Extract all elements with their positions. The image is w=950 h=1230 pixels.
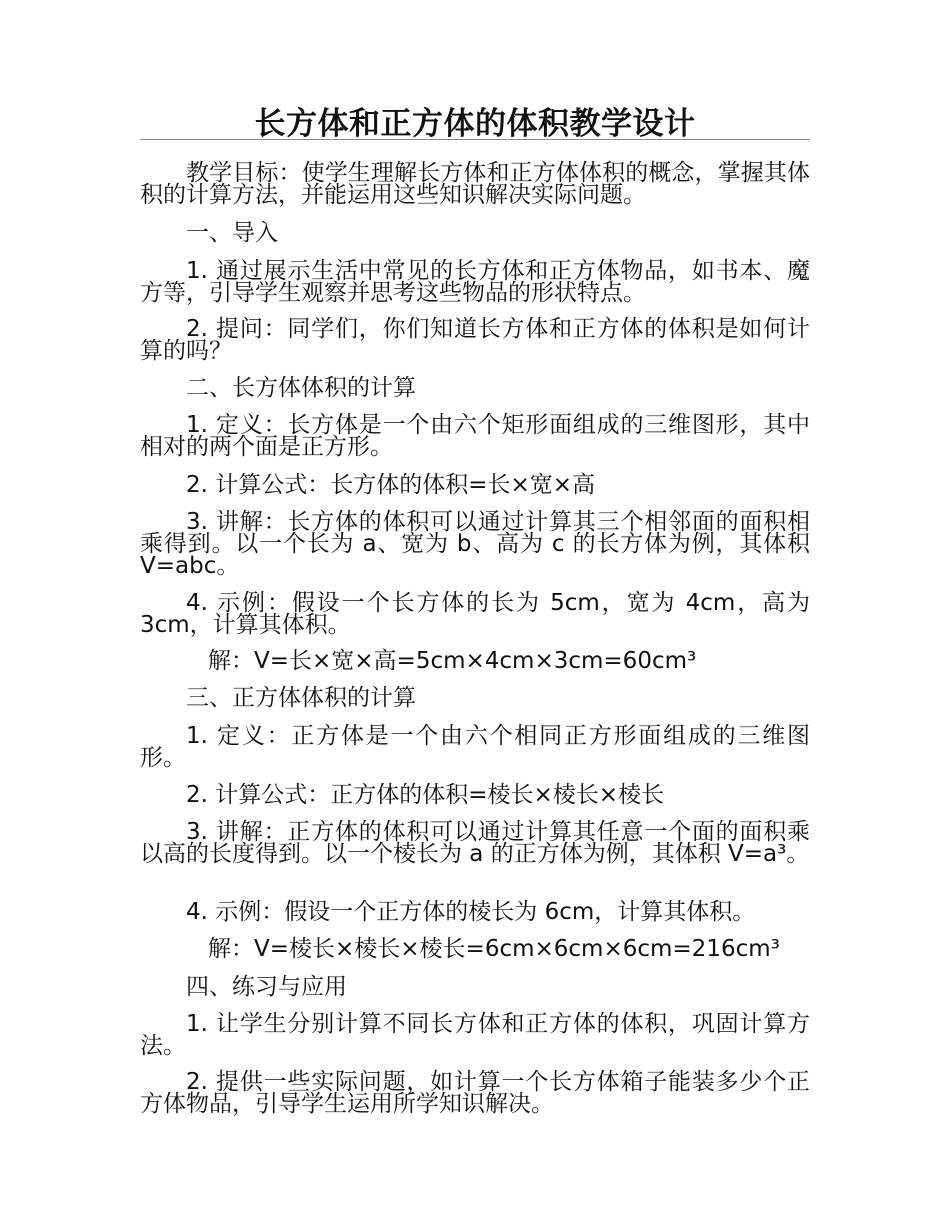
cube-item-4: 4. 示例：假设一个正方体的棱长为 6cm，计算其体积。 (186, 899, 756, 925)
cuboid-item-1: 1. 定义：长方体是一个由六个矩形面组成的三维图形，其中相对的两个面是正方形。 (140, 412, 810, 460)
cuboid-solution: 解：V=长×宽×高=5cm×4cm×3cm=60cm³ (208, 648, 697, 674)
cube-item-2: 2. 计算公式：正方体的体积=棱长×棱长×棱长 (186, 782, 665, 808)
cuboid-item-3: 3. 讲解：长方体的体积可以通过计算其三个相邻面的面积相乘得到。以一个长为 a、宽为 b、高为 c 的长方体为例，其体积 V=abc。 (140, 509, 810, 579)
section-heading-cube: 三、正方体体积的计算 (186, 685, 416, 711)
cuboid-item-2: 2. 计算公式：长方体的体积=长×宽×高 (186, 472, 596, 498)
practice-item-1: 1. 让学生分别计算不同长方体和正方体的体积，巩固计算方法。 (140, 1011, 810, 1059)
practice-item-2: 2. 提供一些实际问题，如计算一个长方体箱子能装多少个正方体物品，引导学生运用所学知识解决。 (140, 1069, 810, 1117)
section-heading-intro: 一、导入 (186, 220, 278, 246)
cuboid-item-4: 4. 示例：假设一个长方体的长为 5cm，宽为 4cm，高为 3cm，计算其体积。 (140, 590, 810, 638)
intro-item-2: 2. 提问：同学们，你们知道长方体和正方体的体积是如何计算的吗？ (140, 316, 810, 364)
cube-item-3: 3. 讲解：正方体的体积可以通过计算其任意一个面的面积乘以高的长度得到。以一个棱长为 a 的正方体为例，其体积 V=a³。 (140, 819, 810, 867)
teaching-objective: 教学目标：使学生理解长方体和正方体体积的概念，掌握其体积的计算方法，并能运用这些知识解决实际问题。 (140, 160, 810, 208)
title-underline (140, 139, 810, 140)
section-heading-practice: 四、练习与应用 (186, 974, 347, 1000)
section-heading-cuboid: 二、长方体体积的计算 (186, 375, 416, 401)
document-title: 长方体和正方体的体积教学设计 (254, 106, 696, 142)
intro-item-1: 1. 通过展示生活中常见的长方体和正方体物品，如书本、魔方等，引导学生观察并思考这些物品的形状特点。 (140, 258, 810, 306)
cube-solution: 解：V=棱长×棱长×棱长=6cm×6cm×6cm=216cm³ (208, 936, 780, 962)
cube-item-1: 1. 定义：正方体是一个由六个相同正方形面组成的三维图形。 (140, 723, 810, 771)
